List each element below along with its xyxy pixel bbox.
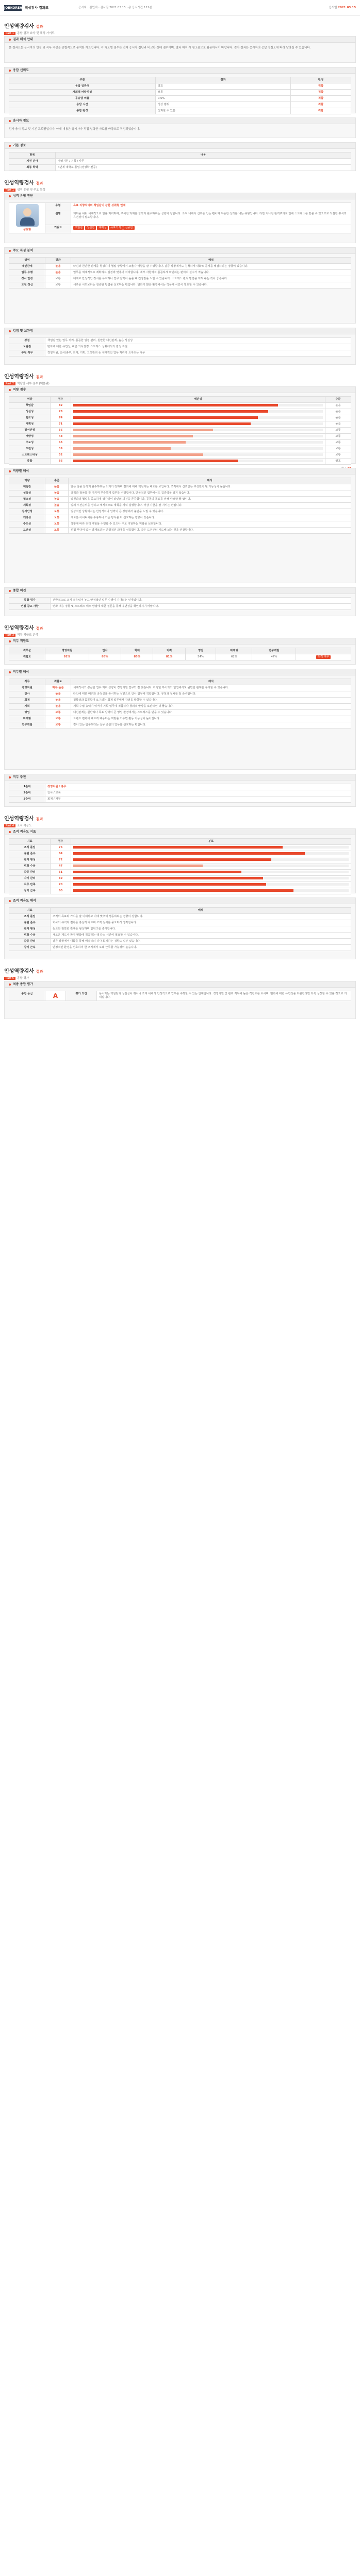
scores-card: 역량 점수 역량 점수 백분위 수준 책임감 82 높음 성실성 78 높음 협조성 74 높음 계획성 71 높음 정서안정 56 보통 개방성 48 보통 주도성 45 보통 도전성 39 보통 스트레스내성 52 보통 종합 66 양호	[4, 386, 356, 464]
keyword-badge: 신중함	[123, 226, 134, 230]
table-cell: 트렌드 변화에 빠르게 대응하는 역량을 키우면 활동 가능성이 높아집니다.	[71, 716, 351, 722]
score-bar-track	[73, 404, 323, 406]
guide-card: 결과 해석 안내 본 결과표는 응시자의 인성 및 직무 적성을 종합적으로 분석한 자료입니다. 각 척도별 점수는 전체 응시자 집단과 비교한 상대 점수이며, 결과 해석 시 참고용으로 활용하시기 바랍니다. 검사 결과는 응시자의 응답 성실도에 따라 달라질 수 있습니다.	[4, 36, 356, 63]
table-row	[9, 920, 351, 926]
table-row	[9, 882, 351, 888]
table-cell: 회사의 규칙과 절차를 충실히 따르며 조직 질서를 중요하게 생각합니다.	[51, 920, 351, 926]
table-row: 1순위 경영지원 / 총무	[9, 784, 351, 790]
score-bar-cell	[71, 428, 325, 434]
table-cell: 조직 몰입	[9, 914, 51, 920]
keyword-badge: 계획성	[97, 226, 108, 230]
table-row	[9, 428, 351, 434]
table-cell: 상황에 따라 리더 역할을 수행할 수 있으나 주로 지원하는 역할을 선호합니다.	[69, 521, 351, 528]
table-cell: 높음	[45, 497, 69, 503]
table-cell: 계획 수립 능력이 뛰어나 기획 업무에 적합하나 창의적 발상을 보완하면 더 좋습니다.	[71, 704, 351, 710]
table-cell: 개방성	[9, 515, 45, 521]
table-row	[9, 484, 351, 490]
score-value: 78	[51, 409, 71, 415]
table-cell: 일상적인 상황에서는 안정적이나 압박이 큰 상황에서 불안을 느낄 수 있습니다.	[69, 509, 351, 515]
final-table	[9, 991, 351, 1001]
table-row: 최종 학력 4년제 대학교 졸업 (경영학 전공)	[9, 165, 351, 171]
table-cell: 보통	[45, 509, 69, 515]
score-bar-fill	[73, 416, 258, 419]
table-row: 대인관계 높음 타인과 원만한 관계를 형성하며 협업 상황에서 조율자 역할을 잘 수행합니다. 갈등 상황에서도 침착하게 대화로 문제를 해결하려는 경향이 있습니다.	[9, 264, 351, 270]
section-5-title: 인성역량검사 결과 Part 4 조직 적응도	[4, 816, 43, 827]
avatar	[16, 204, 39, 227]
table-row: 업무 수행 높음 업무를 체계적으로 계획하고 일정에 맞추어 처리합니다. 세부 사항까지 꼼꼼하게 확인하는 편이며 실수가 적습니다.	[9, 270, 351, 276]
score-label: 계획성	[9, 421, 51, 428]
table-cell: 보통	[45, 521, 69, 528]
table-cell: 팀원과의 협업을 중요하게 생각하며 타인의 의견을 존중합니다. 공동의 목표를 위해 양보할 줄 압니다.	[69, 497, 351, 503]
type-headline: 목표 지향적이며 책임감이 강한 성취형 인재	[71, 203, 351, 211]
table-cell: 새로운 제도나 환경 변화에 적응하는 데 다소 시간이 필요할 수 있습니다.	[51, 933, 351, 939]
adapt-bar-cell	[71, 863, 351, 870]
score-bar-track	[73, 422, 323, 425]
table-row	[9, 716, 351, 722]
score-level: 양호	[325, 459, 351, 465]
adapt-bar-cell	[71, 851, 351, 857]
table-cell: 규칙과 절차를 잘 지키며 꾸준하게 업무를 수행합니다. 반복적인 업무에서도 집중력을 잃지 않습니다.	[69, 490, 351, 497]
keyword-badge: 성실함	[85, 226, 96, 230]
final-grade: A	[45, 991, 66, 1001]
adapt-value: 61	[51, 870, 71, 876]
score-bar-track	[73, 441, 323, 444]
table-cell: 체계적이고 꼼꼼한 업무 처리 성향이 경영지원 업무와 잘 맞습니다. 다양한 부서와의 협업에서도 원만한 관계를 유지할 수 있습니다.	[71, 685, 351, 691]
table-cell: 계획성	[9, 503, 45, 509]
score-label: 책임감	[9, 403, 51, 409]
fitsum-card: 직무 추천 1순위 경영지원 / 총무 2순위 인사 / 교육 3순위 회계 / 재무	[4, 774, 356, 807]
score-bar-fill	[73, 410, 268, 413]
keyword-badge: 목표의식	[109, 226, 122, 230]
adapt-bar-cell	[71, 845, 351, 851]
top-bar	[0, 0, 360, 15]
table-cell: 정확성과 꼼꼼함이 요구되는 회계 업무에서 강점을 발휘할 수 있습니다.	[71, 698, 351, 704]
table-cell: 맡은 일을 끝까지 완수하려는 의지가 강하며 결과에 대해 책임지는 태도를 보입니다. 조직에서 신뢰받는 구성원이 될 가능성이 높습니다.	[69, 484, 351, 490]
score-label: 주도성	[9, 440, 51, 446]
table-cell: 높음	[45, 704, 71, 710]
table-cell: 조직의 목표와 가치를 잘 이해하고 이에 맞추어 행동하려는 경향이 강합니다.	[51, 914, 351, 920]
table-cell: 높음	[45, 484, 69, 490]
adapt-bar-fill	[73, 865, 203, 867]
type-avatar-label: 성취형	[23, 228, 31, 231]
table-row	[9, 440, 351, 446]
score-level: 보통	[325, 428, 351, 434]
table-row: 응답 시간 정상 범위 적합	[9, 102, 351, 108]
adaptdetail-card: 조직 적응도 해석 지표 해석 조직 몰입 조직의 목표와 가치를 잘 이해하고 이에 맞추어 행동하려는 경향이 강합니다. 규범 준수 회사의 규칙과 절차를 충실히 따르며 조직 질서를 중요하게 생각합니다. 관계 형성 동료와 원만한 관계를 형성하며 팀워크를 중시합니다. 변화 수용 새로운 제도나 환경 변화에 적응하는 데 다소 시간이 필요할 수 있습니다. 갈등 관리 갈등 상황에서 대화를 통해 해결하려 하나 회피하는 경향도 일부 있습니다. 장기 근속 안정적인 환경을 선호하여 한 조직에서 오래 근무할 가능성이 높습니다.	[4, 897, 356, 959]
adapt-label: 직무 만족	[9, 882, 51, 888]
table-row	[9, 515, 351, 521]
table-row: 면접 참고 사항 변화 대응 경험 및 스트레스 해소 방법에 대한 질문을 통해 유연성을 확인하시기 바랍니다.	[9, 604, 351, 610]
score-level: 보통	[325, 452, 351, 459]
type-card: 성격 유형 진단 성취형 유형 목표 지향적이며 책임감이 강한 성취형 인재 설명 계획을 세워 체계적으로 일을 처리하며, 주어진 과제를 끝까지 완수하려는 성향이 강합니다. 조직 내에서 신뢰를 얻는 편이며 꾸준한 성과를 내는 유형입니다. 다만 지나친 완벽주의로 인해 스트레스를 받을 수 있으므로 적절한 휴식과 유연성이 필요합니다. 키워드 책임감 성실함 계획성 목표의식 신중함	[4, 193, 356, 243]
fit-table: 직무군 경영지원 인사 회계 기획 영업 마케팅 연구개발 적합도 92% 88% 85% 81% 54% 62% 47% 최적 직무	[9, 648, 351, 660]
table-row	[9, 490, 351, 497]
table-row	[9, 870, 351, 876]
info-text: 검사 응시 정보 및 기본 프로필입니다. 아래 내용은 응시자가 직접 입력한 자료를 바탕으로 작성되었습니다.	[9, 128, 140, 131]
adapt-bar-cell	[71, 888, 351, 894]
table-row: 보완점 변화에 대한 유연성, 빠른 의사결정, 스트레스 상황에서의 감정 조절	[9, 344, 351, 350]
adapt-table: 지표 점수 분포 조직 몰입 76 규범 준수 84 관계 형성 72 변화 수용 47 갈등 관리 61 자기 관리 69 직무 만족 70 장기 근속 80	[9, 838, 351, 894]
score-level: 높음	[325, 421, 351, 428]
brand-logo: JOBKOREA	[4, 6, 22, 10]
table-row	[9, 939, 351, 945]
table-cell: 변화 수용	[9, 933, 51, 939]
adapt-bar-fill	[73, 858, 271, 861]
adapt-bar-fill	[73, 871, 241, 873]
table-row	[9, 509, 351, 515]
strengths-card: 강점 및 보완점 강점 책임감 있는 업무 처리, 꼼꼼한 일정 관리, 원만한 대인관계, 높은 성실성 보완점 변화에 대한 유연성, 빠른 의사결정, 스트레스 상황에서의 감정 조절 추천 직무 경영지원, 인사/총무, 회계, 기획, 고객관리 등 체계적인 업무 처리가 요구되는 직무	[4, 328, 356, 365]
table-row	[9, 434, 351, 440]
strengths-table	[9, 337, 351, 357]
table-cell: 도전성	[9, 528, 45, 534]
score-level: 높음	[325, 409, 351, 415]
final-comment: 응시자는 책임감과 성실성이 뛰어나 조직 내에서 안정적으로 업무를 수행할 수 있는 인재입니다. 경영지원 및 관리 직무에 높은 적합도를 보이며, 변화에 대한 유연성을 보완한다면 더욱 성장할 수 있을 것으로 기대됩니다.	[97, 991, 351, 1001]
table-row: 강점 책임감 있는 업무 처리, 꼼꼼한 일정 관리, 원만한 대인관계, 높은 성실성	[9, 338, 351, 344]
profile-table: 항목 내용 지원 분야 경영지원 / 기획 / 사무 최종 학력 4년제 대학교 졸업 (경영학 전공)	[9, 152, 351, 171]
score-bar-fill	[73, 422, 251, 425]
table-row	[9, 710, 351, 716]
adapt-value: 72	[51, 857, 71, 863]
table-cell: 높음	[45, 490, 69, 497]
score-value: 71	[51, 421, 71, 428]
table-cell: 책임감	[9, 484, 45, 490]
score-value: 52	[51, 452, 71, 459]
table-cell: 매우 높음	[45, 685, 71, 691]
adapt-label: 자기 관리	[9, 876, 51, 882]
table-cell: 회계	[9, 698, 45, 704]
score-bar-fill	[73, 404, 278, 406]
table-cell: 보통	[45, 716, 71, 722]
table-cell: 장기 근속	[9, 945, 51, 951]
score-label: 종합	[9, 459, 51, 465]
score-value: 45	[51, 440, 71, 446]
info-card: 응시자 정보 검사 응시 정보 및 기본 프로필입니다. 아래 내용은 응시자가 직접 입력한 자료를 바탕으로 작성되었습니다.	[4, 117, 356, 138]
score-level: 보통	[325, 434, 351, 440]
summary2-card: 종합 의견 종합 평가 전반적으로 조직 적응력이 높고 안정적인 업무 수행이 기대되는 인재입니다. 면접 참고 사항 변화 대응 경험 및 스트레스 해소 방법에 대한 질문을 통해 유연성을 확인하시기 바랍니다.	[4, 587, 356, 616]
table-row: 도전 정신 보통 새로운 시도보다는 검증된 방법을 선호하는 편입니다. 변화가 많은 환경에서는 적응에 시간이 필요할 수 있습니다.	[9, 282, 351, 289]
score-bar-cell	[71, 409, 325, 415]
score-bar-fill	[73, 453, 203, 456]
table-row	[9, 415, 351, 421]
table-row: 추천 직무 경영지원, 인사/총무, 회계, 기획, 고객관리 등 체계적인 업무 처리가 요구되는 직무	[9, 350, 351, 357]
table-cell: 갈등 관리	[9, 939, 51, 945]
score-bar-cell	[71, 459, 325, 465]
adapt-bar-cell	[71, 857, 351, 863]
best-fit-badge: 최적 직무	[316, 655, 331, 659]
adapt-label: 관계 형성	[9, 857, 51, 863]
table-cell: 보통	[45, 528, 69, 534]
table-row	[9, 685, 351, 691]
table-cell: 높음	[45, 691, 71, 698]
score-label: 스트레스내성	[9, 452, 51, 459]
score-level: 높음	[325, 415, 351, 421]
adapt-value: 70	[51, 882, 71, 888]
table-cell: 일의 우선순위를 정하고 체계적으로 계획을 세워 실행합니다. 마감 기한을 잘 지키는 편입니다.	[69, 503, 351, 509]
adapt-value: 76	[51, 845, 71, 851]
final-card: 최종 종합 평가 종합 등급 A 평가 의견 응시자는 책임감과 성실성이 뛰어나 조직 내에서 안정적으로 업무를 수행할 수 있는 인재입니다. 경영지원 및 관리 직무에 높은 적합도를 보이며, 변화에 대한 유연성을 보완한다면 더욱 성장할 수 있을 것으로 기대됩니다.	[4, 981, 356, 1019]
adapt-label: 변화 수용	[9, 863, 51, 870]
score-value: 39	[51, 446, 71, 452]
score-bar-fill	[73, 460, 238, 462]
table-cell: 주도성	[9, 521, 45, 528]
table-cell: 규범 준수	[9, 920, 51, 926]
table-row	[9, 459, 351, 465]
table-row: 종합 판정 신뢰할 수 있음 적합	[9, 108, 351, 114]
summary2-table	[9, 597, 351, 610]
score-bar-cell	[71, 440, 325, 446]
adapt-bar-track	[73, 846, 349, 849]
adapt-label: 갈등 관리	[9, 870, 51, 876]
table-cell: 보통	[45, 515, 69, 521]
section-1-title: 인성역량검사 결과 Part 1 종합 결과 요약 및 해석 가이드	[4, 24, 55, 35]
table-cell: 마케팅	[9, 716, 45, 722]
table-row	[9, 926, 351, 933]
table-row: 지원 분야 경영지원 / 기획 / 사무	[9, 159, 351, 165]
adaptdetail-table: 지표 해석 조직 몰입 조직의 목표와 가치를 잘 이해하고 이에 맞추어 행동하려는 경향이 강합니다. 규범 준수 회사의 규칙과 절차를 충실히 따르며 조직 질서를 중요하게 생각합니다. 관계 형성 동료와 원만한 관계를 형성하며 팀워크를 중시합니다. 변화 수용 새로운 제도나 환경 변화에 적응하는 데 다소 시간이 필요할 수 있습니다. 갈등 관리 갈등 상황에서 대화를 통해 해결하려 하나 회피하는 경향도 일부 있습니다. 장기 근속 안정적인 환경을 선호하여 한 조직에서 오래 근무할 가능성이 높습니다.	[9, 907, 351, 951]
reliability-table: 구분 결과 판정 응답 일관성 양호 적합 사회적 바람직성 보통 적합 무응답 비율 0.5% 적합 응답 시간 정상 범위 적합 종합 판정 신뢰할 수 있음 적합	[9, 77, 351, 114]
detail-card: 역량별 해석 역량 수준 해석 책임감 높음 맡은 일을 끝까지 완수하려는 의지가 강하며 결과에 대해 책임지는 태도를 보입니다. 조직에서 신뢰받는 구성원이 될 가능성이 높습니다. 성실성 높음 규칙과 절차를 잘 지키며 꾸준하게 업무를 수행합니다. 반복적인 업무에서도 집중력을 잃지 않습니다. 협조성 높음 팀원과의 협업을 중요하게 생각하며 타인의 의견을 존중합니다. 공동의 목표를 위해 양보할 줄 압니다. 계획성 높음 일의 우선순위를 정하고 체계적으로 계획을 세워 실행합니다. 마감 기한을 잘 지키는 편입니다. 정서안정 보통 일상적인 상황에서는 안정적이나 압박이 큰 상황에서 불안을 느낄 수 있습니다. 개방성 보통 새로운 아이디어를 수용하나 기존 방식을 더 선호하는 경향이 있습니다. 주도성 보통 상황에 따라 리더 역할을 수행할 수 있으나 주로 지원하는 역할을 선호합니다. 도전성 보통 위험 부담이 있는 과제보다는 안정적인 과제를 선호합니다. 작은 도전부터 시도해 보는 것을 권장합니다.	[4, 468, 356, 583]
table-row: 2순위 인사 / 교육	[9, 790, 351, 796]
score-bar-fill	[73, 435, 193, 437]
adapt-bar-cell	[71, 882, 351, 888]
table-row	[9, 452, 351, 459]
table-row: 응답 일관성 양호 적합	[9, 83, 351, 90]
table-row	[9, 446, 351, 452]
adapt-card: 조직 적응도 지표 지표 점수 분포 조직 몰입 76 규범 준수 84 관계 형성 72 변화 수용 47 갈등 관리 61 자기 관리 69 직무 만족 70 장기 근속 80	[4, 828, 356, 893]
table-cell: 정서안정	[9, 509, 45, 515]
table-row: 정서 안정 보통 대체로 안정적인 정서를 유지하나 업무 압박이 높을 때 긴장감을 느낄 수 있습니다. 스트레스 관리 방법을 익혀 두는 것이 좋습니다.	[9, 276, 351, 282]
score-label: 도전성	[9, 446, 51, 452]
score-bar-track	[73, 453, 323, 456]
table-cell: 기획	[9, 704, 45, 710]
adapt-bar-track	[73, 889, 349, 892]
traits-table: 영역 결과 해석 대인관계 높음 타인과 원만한 관계를 형성하며 협업 상황에서 조율자 역할을 잘 수행합니다. 갈등 상황에서도 침착하게 대화로 문제를 해결하려는 경향이 있습니다. 업무 수행 높음 업무를 체계적으로 계획하고 일정에 맞추어 처리합니다. 세부 사항까지 꼼꼼하게 확인하는 편이며 실수가 적습니다. 정서 안정 보통 대체로 안정적인 정서를 유지하나 업무 압박이 높을 때 긴장감을 느낄 수 있습니다. 스트레스 관리 방법을 익혀 두는 것이 좋습니다. 도전 정신 보통 새로운 시도보다는 검증된 방법을 선호하는 편입니다. 변화가 많은 환경에서는 적응에 시간이 필요할 수 있습니다.	[9, 257, 351, 289]
adapt-bar-track	[73, 852, 349, 855]
table-cell: 관계 형성	[9, 926, 51, 933]
adapt-value: 69	[51, 876, 71, 882]
traits-card: 주요 특성 분석 영역 결과 해석 대인관계 높음 타인과 원만한 관계를 형성하며 협업 상황에서 조율자 역할을 잘 수행합니다. 갈등 상황에서도 침착하게 대화로 문제를 해결하려는 경향이 있습니다. 업무 수행 높음 업무를 체계적으로 계획하고 일정에 맞추어 처리합니다. 세부 사항까지 꼼꼼하게 확인하는 편이며 실수가 적습니다. 정서 안정 보통 대체로 안정적인 정서를 유지하나 업무 압박이 높을 때 긴장감을 느낄 수 있습니다. 스트레스 관리 방법을 익혀 두는 것이 좋습니다. 도전 정신 보통 새로운 시도보다는 검증된 방법을 선호하는 편입니다. 변화가 많은 환경에서는 적응에 시간이 필요할 수 있습니다.	[4, 247, 356, 324]
table-row	[9, 888, 351, 894]
table-cell: 대인관계는 원만하나 목표 압박이 큰 영업 환경에서는 스트레스를 받을 수 있습니다.	[71, 710, 351, 716]
table-row	[9, 851, 351, 857]
score-value: 56	[51, 428, 71, 434]
report-meta: 응시자 : 김민지 · 검사일 2021.03.15 · 총 응시시간 112분	[78, 6, 152, 9]
score-bar-track	[73, 416, 323, 419]
table-row	[9, 421, 351, 428]
report-title: 적성검사 결과표	[25, 6, 49, 10]
adapt-bar-track	[73, 877, 349, 879]
table-row	[9, 914, 351, 920]
table-row	[9, 528, 351, 534]
table-cell: 높음	[45, 698, 71, 704]
adapt-bar-fill	[73, 877, 263, 879]
table-cell: 높음	[45, 503, 69, 509]
table-row: 3순위 회계 / 재무	[9, 796, 351, 803]
score-bar-fill	[73, 441, 186, 444]
score-level: 보통	[325, 446, 351, 452]
table-row: 적합도 92% 88% 85% 81% 54% 62% 47% 최적 직무	[9, 654, 351, 660]
score-bar-track	[73, 410, 323, 413]
table-row	[9, 845, 351, 851]
score-bar-cell	[71, 421, 325, 428]
type-table: 성취형 유형 목표 지향적이며 책임감이 강한 성취형 인재 설명 계획을 세워 체계적으로 일을 처리하며, 주어진 과제를 끝까지 완수하려는 성향이 강합니다. 조직 내에서 신뢰를 얻는 편이며 꾸준한 성과를 내는 유형입니다. 다만 지나친 완벽주의로 인해 스트레스를 받을 수 있으므로 적절한 휴식과 유연성이 필요합니다. 키워드 책임감 성실함 계획성 목표의식 신중함	[9, 202, 351, 233]
adapt-label: 규범 준수	[9, 851, 51, 857]
table-row: 종합 등급 A 평가 의견 응시자는 책임감과 성실성이 뛰어나 조직 내에서 안정적으로 업무를 수행할 수 있는 인재입니다. 경영지원 및 관리 직무에 높은 적합도를 보이며, 변화에 대한 유연성을 보완한다면 더욱 성장할 수 있을 것으로 기대됩니다.	[9, 991, 351, 1001]
score-value: 66	[51, 459, 71, 465]
type-keywords	[71, 225, 351, 233]
adapt-bar-fill	[73, 889, 293, 892]
table-cell: 위험 부담이 있는 과제보다는 안정적인 과제를 선호합니다. 작은 도전부터 시도해 보는 것을 권장합니다.	[69, 528, 351, 534]
section-4-title: 인성역량검사 결과 Part 3 직무 적합도 분석	[4, 625, 43, 637]
table-cell: 안정적인 환경을 선호하여 한 조직에서 오래 근무할 가능성이 높습니다.	[51, 945, 351, 951]
score-value: 82	[51, 403, 71, 409]
adapt-bar-track	[73, 865, 349, 867]
score-label: 협조성	[9, 415, 51, 421]
detail-table: 역량 수준 해석 책임감 높음 맡은 일을 끝까지 완수하려는 의지가 강하며 결과에 대해 책임지는 태도를 보입니다. 조직에서 신뢰받는 구성원이 될 가능성이 높습니다. 성실성 높음 규칙과 절차를 잘 지키며 꾸준하게 업무를 수행합니다. 반복적인 업무에서도 집중력을 잃지 않습니다. 협조성 높음 팀원과의 협업을 중요하게 생각하며 타인의 의견을 존중합니다. 공동의 목표를 위해 양보할 줄 압니다. 계획성 높음 일의 우선순위를 정하고 체계적으로 계획을 세워 실행합니다. 마감 기한을 잘 지키는 편입니다. 정서안정 보통 일상적인 상황에서는 안정적이나 압박이 큰 상황에서 불안을 느낄 수 있습니다. 개방성 보통 새로운 아이디어를 수용하나 기존 방식을 더 선호하는 경향이 있습니다. 주도성 보통 상황에 따라 리더 역할을 수행할 수 있으나 주로 지원하는 역할을 선호합니다. 도전성 보통 위험 부담이 있는 과제보다는 안정적인 과제를 선호합니다. 작은 도전부터 시도해 보는 것을 권장합니다.	[9, 478, 351, 534]
section-2-title: 인성역량검사 결과 Part 1 성격 유형 및 주요 특성	[4, 180, 45, 192]
adapt-bar-fill	[73, 846, 283, 849]
table-row	[9, 521, 351, 528]
adapt-label: 조직 몰입	[9, 845, 51, 851]
score-level: 보통	[325, 440, 351, 446]
score-value: 48	[51, 434, 71, 440]
type-description: 계획을 세워 체계적으로 일을 처리하며, 주어진 과제를 끝까지 완수하려는 성향이 강합니다. 조직 내에서 신뢰를 얻는 편이며 꾸준한 성과를 내는 유형입니다. 다만 지나친 완벽주의로 인해 스트레스를 받을 수 있으므로 적절한 휴식과 유연성이 필요합니다.	[71, 211, 351, 225]
table-row	[9, 503, 351, 509]
score-label: 개방성	[9, 434, 51, 440]
table-cell: 성실성	[9, 490, 45, 497]
table-cell: 영업	[9, 710, 45, 716]
adapt-bar-cell	[71, 876, 351, 882]
table-row	[9, 403, 351, 409]
scores-table: 역량 점수 백분위 수준 책임감 82 높음 성실성 78 높음 협조성 74 높음 계획성 71 높음 정서안정 56 보통 개방성 48 보통 주도성 45 보통 도전성 39 보통 스트레스내성 52 보통 종합 66 양호	[9, 396, 351, 465]
adapt-bar-track	[73, 858, 349, 861]
table-row	[9, 497, 351, 503]
table-row: 사회적 바람직성 보통 적합	[9, 90, 351, 96]
table-cell: 인사	[9, 691, 45, 698]
score-bar-track	[73, 460, 323, 462]
table-row	[9, 857, 351, 863]
table-row	[9, 933, 351, 939]
table-cell: 보통	[45, 722, 71, 728]
profile-card: 기본 정보 항목 내용 지원 분야 경영지원 / 기획 / 사무 최종 학력 4년제 대학교 졸업 (경영학 전공)	[4, 142, 356, 171]
score-label: 성실성	[9, 409, 51, 415]
adapt-bar-fill	[73, 852, 305, 855]
table-cell: 갈등 상황에서 대화를 통해 해결하려 하나 회피하는 경향도 일부 있습니다.	[51, 939, 351, 945]
score-bar-cell	[71, 415, 325, 421]
adapt-value: 84	[51, 851, 71, 857]
table-row	[9, 409, 351, 415]
table-row: 종합 평가 전반적으로 조직 적응력이 높고 안정적인 업무 수행이 기대되는 인재입니다.	[9, 598, 351, 604]
score-value: 74	[51, 415, 71, 421]
guide-text: 본 결과표는 응시자의 인성 및 직무 적성을 종합적으로 분석한 자료입니다. 각 척도별 점수는 전체 응시자 집단과 비교한 상대 점수이며, 결과 해석 시 참고용으로 활용하시기 바랍니다. 검사 결과는 응시자의 응답 성실도에 따라 달라질 수 있습니다.	[9, 46, 311, 49]
score-bar-cell	[71, 452, 325, 459]
adapt-bar-fill	[73, 883, 266, 886]
table-cell: 연구개발	[9, 722, 45, 728]
adapt-bar-track	[73, 871, 349, 873]
table-cell: 동료와 원만한 관계를 형성하며 팀워크를 중시합니다.	[51, 926, 351, 933]
adapt-value: 47	[51, 863, 71, 870]
score-bar-track	[73, 447, 323, 450]
table-row	[9, 698, 351, 704]
score-level: 높음	[325, 403, 351, 409]
report-date: 응시일 2021.03.15	[329, 6, 356, 9]
score-bar-fill	[73, 447, 171, 450]
score-label: 정서안정	[9, 428, 51, 434]
score-bar-cell	[71, 446, 325, 452]
table-cell: 타인에 대한 배려와 공정성을 중시하는 성향으로 인사 업무에 적합합니다. 규정과 절차를 잘 준수합니다.	[71, 691, 351, 698]
adapt-bar-cell	[71, 870, 351, 876]
adapt-label: 장기 근속	[9, 888, 51, 894]
fit-card: 직무 적합도 직무군 경영지원 인사 회계 기획 영업 마케팅 연구개발 적합도 92% 88% 85% 81% 54% 62% 47% 최적 직무	[4, 638, 356, 665]
adapt-bar-track	[73, 883, 349, 886]
table-row	[9, 863, 351, 870]
table-cell: 경영지원	[9, 685, 45, 691]
adapt-value: 80	[51, 888, 71, 894]
table-cell: 새로운 아이디어를 수용하나 기존 방식을 더 선호하는 경향이 있습니다.	[69, 515, 351, 521]
table-row	[9, 691, 351, 698]
section-3-title: 인성역량검사 결과 Part 2 역량별 세부 점수 (백분위)	[4, 374, 50, 385]
score-bar-track	[73, 429, 323, 431]
section-6-title: 인성역량검사 결과 Part 5 종합 평가	[4, 969, 43, 980]
table-row: 무응답 비율 0.5% 적합	[9, 96, 351, 102]
score-bar-track	[73, 435, 323, 437]
table-cell: 협조성	[9, 497, 45, 503]
fitsum-table	[9, 784, 351, 803]
score-bar-cell	[71, 434, 325, 440]
table-row	[9, 945, 351, 951]
fitdetail-table: 직무 적합도 해석 경영지원 매우 높음 체계적이고 꼼꼼한 업무 처리 성향이 경영지원 업무와 잘 맞습니다. 다양한 부서와의 협업에서도 원만한 관계를 유지할 수 있습니다. 인사 높음 타인에 대한 배려와 공정성을 중시하는 성향으로 인사 업무에 적합합니다. 규정과 절차를 잘 준수합니다. 회계 높음 정확성과 꼼꼼함이 요구되는 회계 업무에서 강점을 발휘할 수 있습니다. 기획 높음 계획 수립 능력이 뛰어나 기획 업무에 적합하나 창의적 발상을 보완하면 더 좋습니다. 영업 보통 대인관계는 원만하나 목표 압박이 큰 영업 환경에서는 스트레스를 받을 수 있습니다. 마케팅 보통 트렌드 변화에 빠르게 대응하는 역량을 키우면 활동 가능성이 높아집니다. 연구개발 보통 깊이 있는 탐구보다는 실무 중심의 업무를 선호하는 편입니다.	[9, 679, 351, 728]
score-bar-cell	[71, 403, 325, 409]
table-row	[9, 722, 351, 728]
keyword-badge: 책임감	[73, 226, 84, 230]
table-row	[9, 876, 351, 882]
reliability-card: 응답 신뢰도 구분 결과 판정 응답 일관성 양호 적합 사회적 바람직성 보통 적합 무응답 비율 0.5% 적합 응답 시간 정상 범위 적합 종합 판정 신뢰할 수 있음 적합	[4, 67, 356, 113]
table-cell: 보통	[45, 710, 71, 716]
table-cell: 깊이 있는 탐구보다는 실무 중심의 업무를 선호하는 편입니다.	[71, 722, 351, 728]
fitdetail-card: 직무별 해석 직무 적합도 해석 경영지원 매우 높음 체계적이고 꼼꼼한 업무 처리 성향이 경영지원 업무와 잘 맞습니다. 다양한 부서와의 협업에서도 원만한 관계를 유지할 수 있습니다. 인사 높음 타인에 대한 배려와 공정성을 중시하는 성향으로 인사 업무에 적합합니다. 규정과 절차를 잘 준수합니다. 회계 높음 정확성과 꼼꼼함이 요구되는 회계 업무에서 강점을 발휘할 수 있습니다. 기획 높음 계획 수립 능력이 뛰어나 기획 업무에 적합하나 창의적 발상을 보완하면 더 좋습니다. 영업 보통 대인관계는 원만하나 목표 압박이 큰 영업 환경에서는 스트레스를 받을 수 있습니다. 마케팅 보통 트렌드 변화에 빠르게 대응하는 역량을 키우면 활동 가능성이 높아집니다. 연구개발 보통 깊이 있는 탐구보다는 실무 중심의 업무를 선호하는 편입니다.	[4, 669, 356, 770]
score-bar-fill	[73, 429, 213, 431]
table-row	[9, 704, 351, 710]
